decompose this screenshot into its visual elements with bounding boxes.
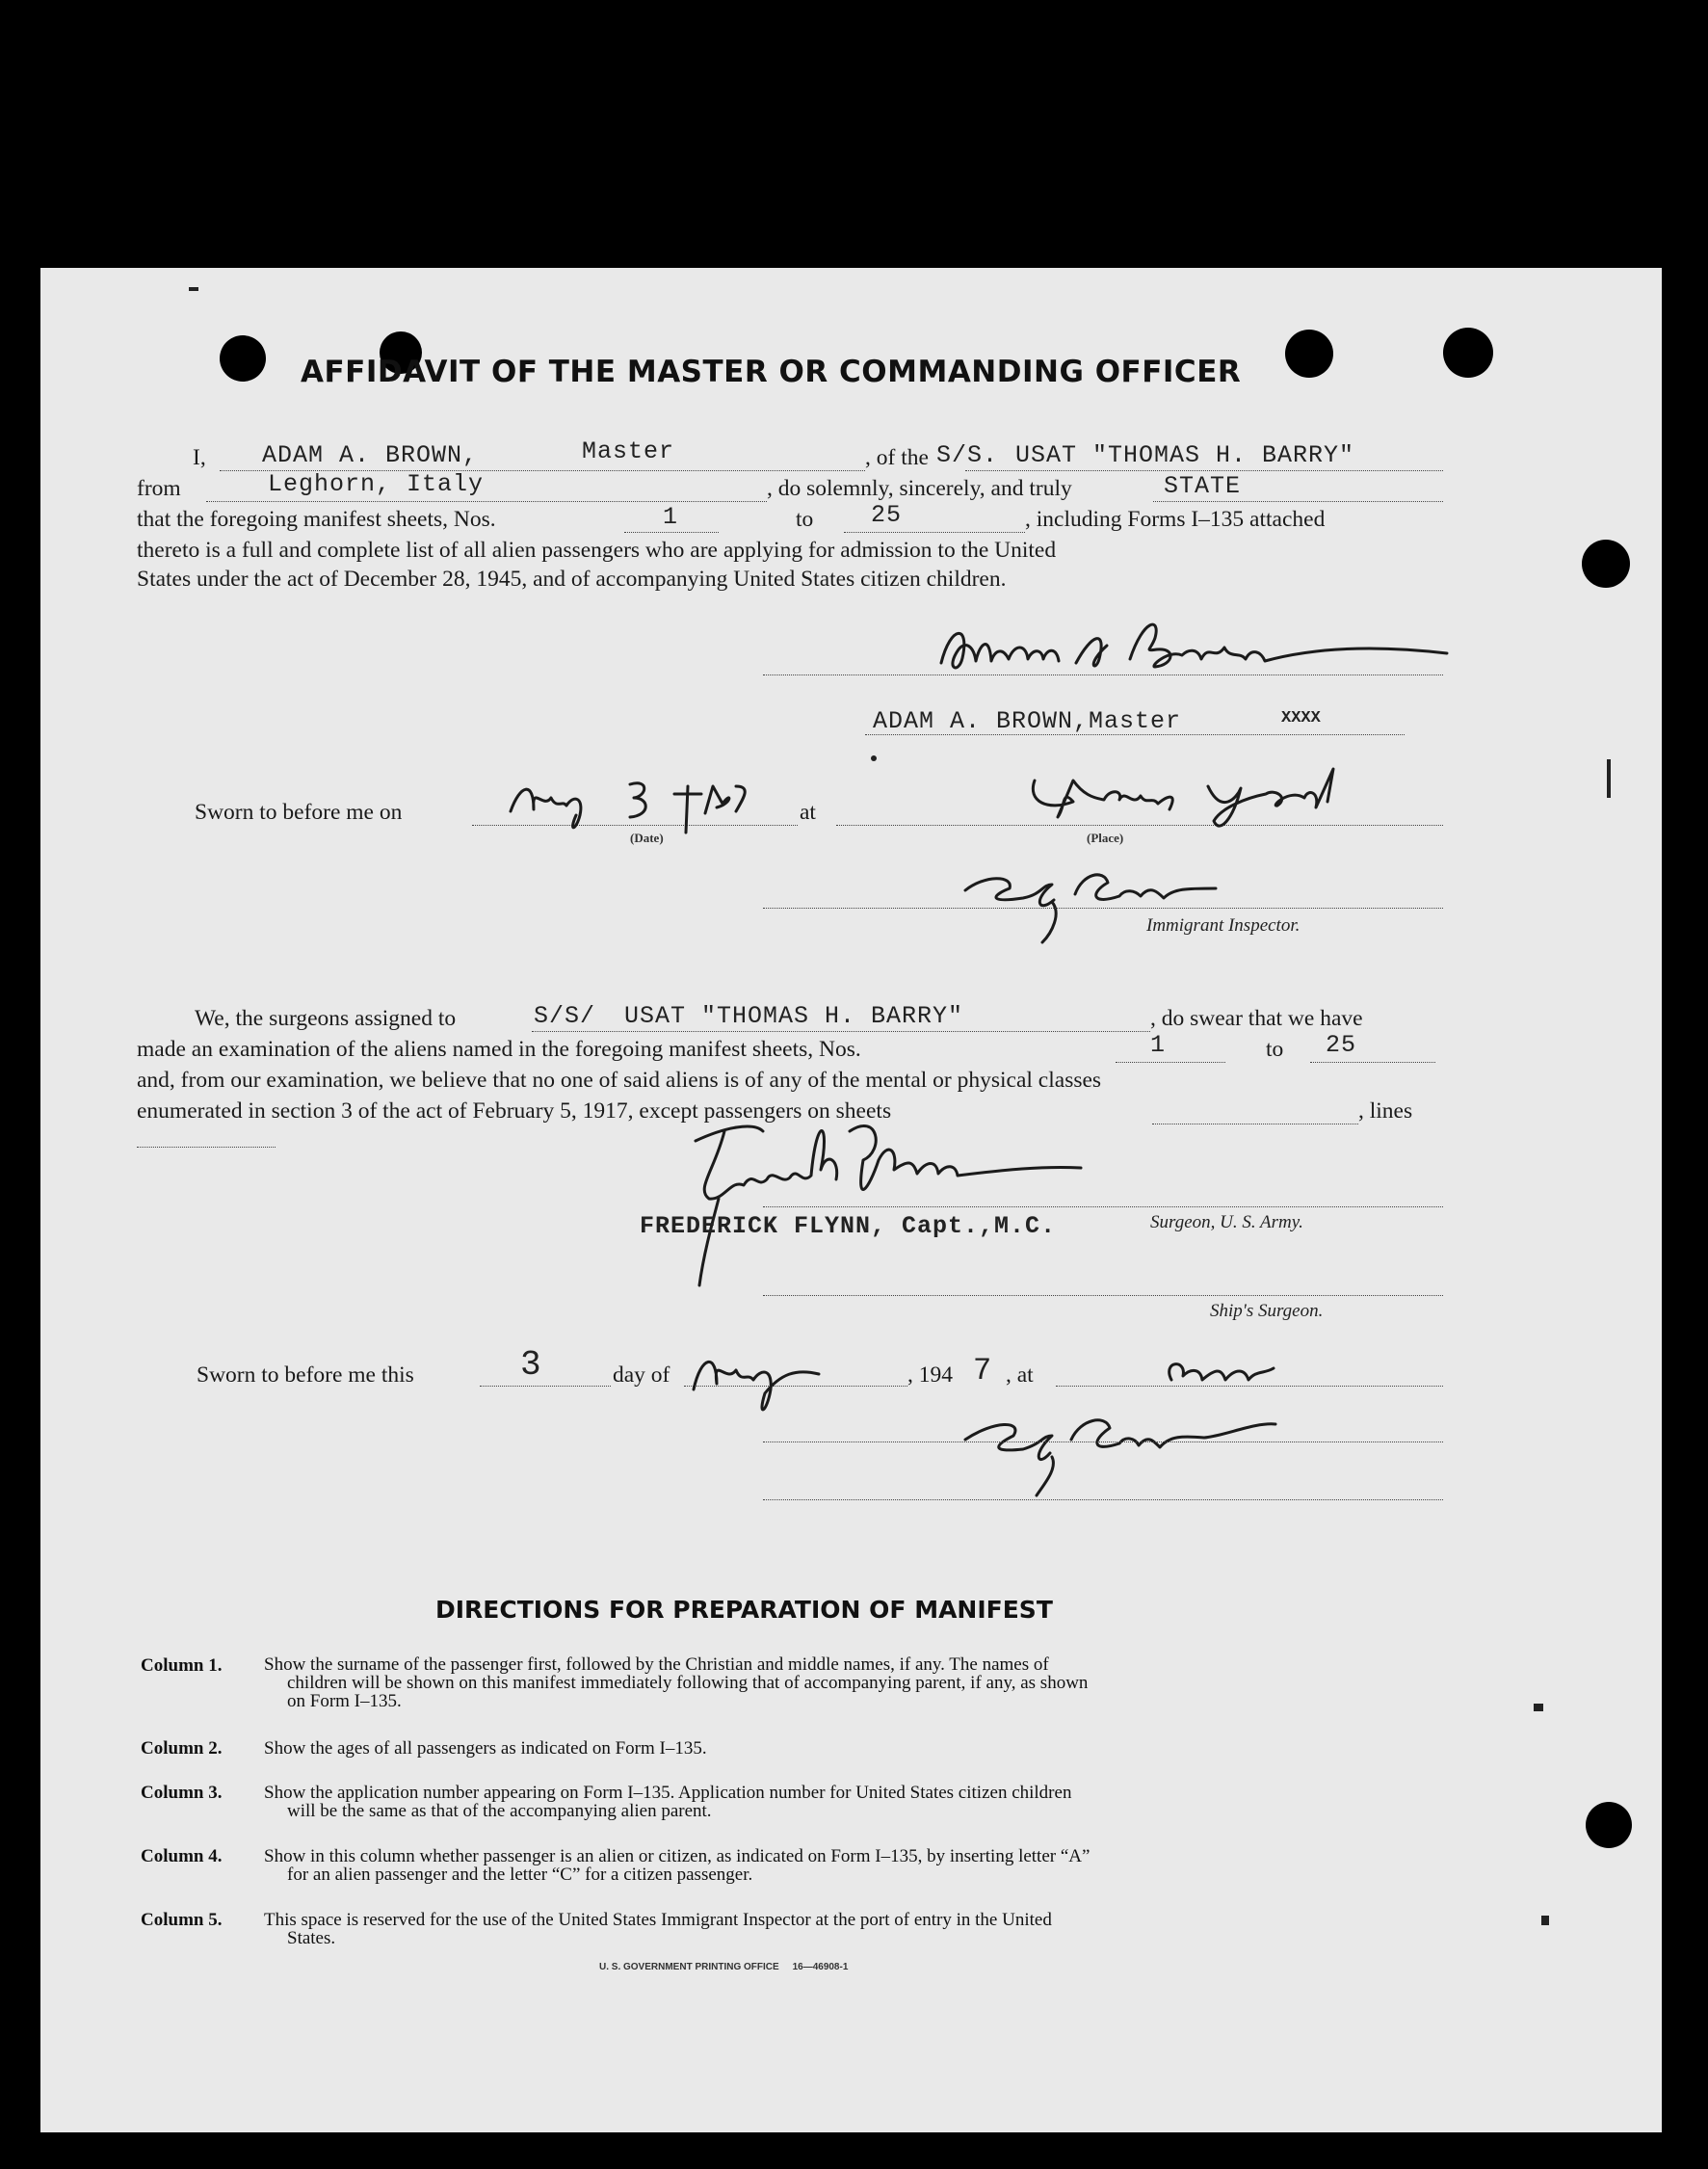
label-year-prefix: , 194 xyxy=(907,1362,953,1388)
master-signature-name: ADAM A. BROWN,Master xyxy=(873,707,1182,735)
column-4-line-2: for an alien passenger and the letter “C” for a citizen passenger. xyxy=(287,1865,753,1885)
label-made-examination: made an examination of the aliens named in the foregoing manifest sheets, Nos. xyxy=(137,1037,861,1062)
sworn-date-handwriting xyxy=(505,765,832,842)
surgeon-line-4: enumerated in section 3 of the act of February 5, 1917, except passengers on sheets xyxy=(137,1098,892,1124)
affidavit-line-5: States under the act of December 28, 1945, and of accompanying United States citizen children. xyxy=(137,567,1007,592)
sheet-to: 25 xyxy=(871,501,903,529)
master-name: ADAM A. BROWN, xyxy=(262,441,479,469)
surgeon-sheet-from: 1 xyxy=(1150,1031,1167,1059)
label-surgeon-at: , at xyxy=(1006,1362,1034,1388)
label-at: at xyxy=(800,800,816,825)
label-day-of: day of xyxy=(613,1362,670,1388)
surgeon-caption: Surgeon, U. S. Army. xyxy=(1150,1212,1303,1232)
affidavit-line-4: thereto is a full and complete list of all alien passengers who are applying for admission to the United xyxy=(137,538,1057,563)
surgeon-line-3: and, from our examination, we believe that no one of said aliens is of any of the mental or physical classes xyxy=(137,1068,1102,1093)
column-3-line-2: will be the same as that of the accompanying alien parent. xyxy=(287,1801,712,1821)
vessel-name: USAT "THOMAS H. BARRY" xyxy=(1015,441,1355,469)
label-from: from xyxy=(137,476,181,501)
column-1-line-1: Show the surname of the passenger first, followed by the Christian and middle names, if any. The names of xyxy=(264,1654,1049,1675)
surgeon-vessel-name: USAT "THOMAS H. BARRY" xyxy=(624,1002,964,1030)
inspector-caption: Immigrant Inspector. xyxy=(1146,915,1301,936)
state-word: STATE xyxy=(1164,472,1242,500)
label-of-the: , of the xyxy=(865,445,929,470)
label-sworn-this: Sworn to before me this xyxy=(197,1362,414,1388)
speck xyxy=(1607,759,1611,798)
column-3-line-1: Show the application number appearing on Form I–135. Application number for United States citizen children xyxy=(264,1783,1072,1803)
port-of-departure: Leghorn, Italy xyxy=(268,470,485,498)
column-3-label: Column 3. xyxy=(141,1783,223,1803)
sworn-day: 3 xyxy=(520,1345,542,1385)
column-4-label: Column 4. xyxy=(141,1846,223,1866)
column-1-line-3: on Form I–135. xyxy=(287,1691,402,1711)
surgeon-sheet-to: 25 xyxy=(1326,1031,1357,1059)
label-foregoing-sheets: that the foregoing manifest sheets, Nos. xyxy=(137,507,496,532)
sworn-month-handwriting xyxy=(684,1336,857,1422)
form-title: AFFIDAVIT OF THE MASTER OR COMMANDING OFFICER xyxy=(301,355,1242,389)
notary-signature xyxy=(936,1401,1380,1488)
directions-heading: DIRECTIONS FOR PREPARATION OF MANIFEST xyxy=(435,1596,1053,1624)
label-i: I, xyxy=(193,445,206,470)
punch-hole xyxy=(1285,330,1333,378)
label-sworn-on: Sworn to before me on xyxy=(195,800,403,825)
column-5-line-2: States. xyxy=(287,1928,336,1948)
column-1-label: Column 1. xyxy=(141,1655,223,1676)
speck xyxy=(1541,1916,1549,1925)
ships-surgeon-caption: Ship's Surgeon. xyxy=(1210,1301,1324,1321)
column-5-line-1: This space is reserved for the use of the United States Immigrant Inspector at the port of entry in the United xyxy=(264,1910,1052,1930)
affidavit-form-sheet xyxy=(40,268,1662,2132)
column-1-line-2: children will be shown on this manifest immediately following that of accompanying parent, if any, as shown xyxy=(287,1673,1089,1693)
speck xyxy=(871,755,877,761)
column-5-label: Column 5. xyxy=(141,1910,223,1930)
caption-place: (Place) xyxy=(1087,831,1124,845)
punch-hole xyxy=(220,335,266,382)
surgeon-name: FREDERICK FLYNN, Capt.,M.C. xyxy=(640,1212,1057,1240)
punch-hole xyxy=(1582,540,1630,588)
master-signature xyxy=(903,605,1481,692)
struck-text: XXXX xyxy=(1281,709,1321,727)
speck xyxy=(189,287,198,291)
vessel-prefix: S/S. xyxy=(936,441,999,469)
column-4-line-1: Show in this column whether passenger is an alien or citizen, as indicated on Form I–135, by inserting letter “A” xyxy=(264,1846,1090,1866)
printing-office-footer: U. S. GOVERNMENT PRINTING OFFICE 16—46908-1 xyxy=(599,1962,849,1972)
sheet-from: 1 xyxy=(663,503,679,531)
label-do-swear: , do swear that we have xyxy=(1150,1006,1363,1031)
label-surgeon-to: to xyxy=(1266,1037,1284,1062)
master-rank: Master xyxy=(582,437,675,465)
label-do-solemnly: , do solemnly, sincerely, and truly xyxy=(767,476,1072,501)
surgeon-vessel-prefix: S/S/ xyxy=(534,1002,596,1030)
label-lines: , lines xyxy=(1358,1098,1413,1124)
surgeon-signature xyxy=(657,1093,1100,1295)
column-2-label: Column 2. xyxy=(141,1738,223,1759)
sworn-place-ny-handwriting xyxy=(1148,1339,1341,1407)
punch-hole xyxy=(1586,1802,1632,1848)
column-2-line-1: Show the ages of all passengers as indicated on Form I–135. xyxy=(264,1738,707,1759)
punch-hole xyxy=(1443,328,1493,378)
label-to: to xyxy=(796,507,814,532)
sworn-place-handwriting xyxy=(1015,759,1420,836)
speck xyxy=(1534,1704,1543,1711)
label-including: , including Forms I–135 attached xyxy=(1025,507,1326,532)
sworn-year-digit: 7 xyxy=(973,1353,993,1389)
label-surgeons-assigned: We, the surgeons assigned to xyxy=(195,1006,457,1031)
caption-date: (Date) xyxy=(630,831,664,845)
